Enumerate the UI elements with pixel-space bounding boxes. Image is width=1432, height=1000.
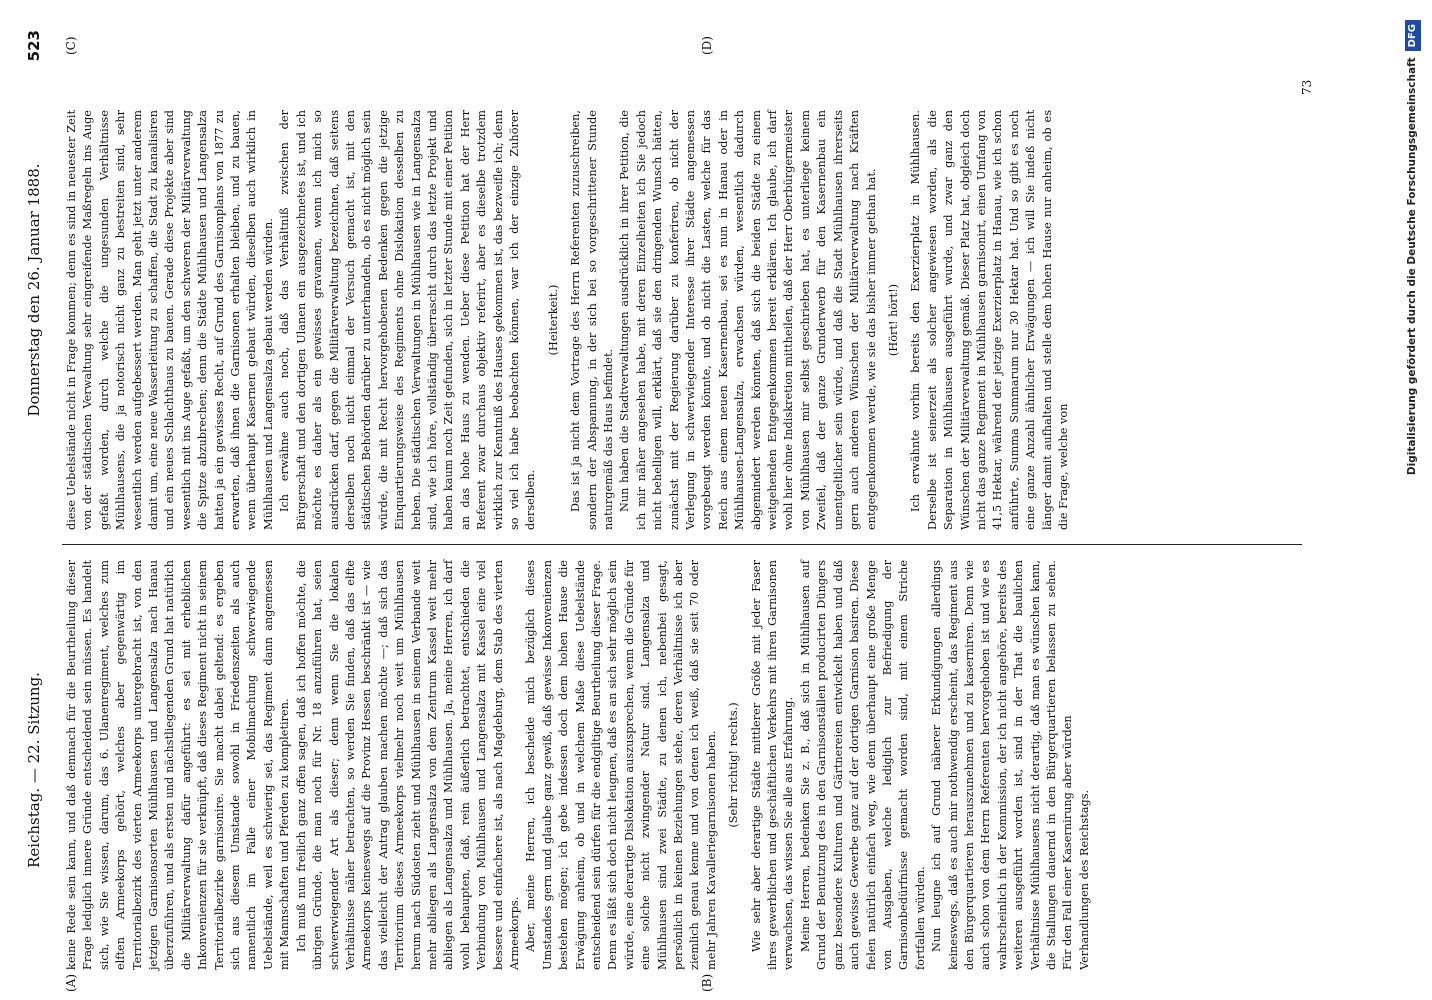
paragraph: Ich muß nun freilich ganz offen sagen, daß ich hoffen möchte, die übrigen Gründe, die man noch für Nr. 18 anzuführen hat, seien schwerwiegender Art als dieser; denn wenn Sie die lokalen Verhältnisse näher betrachten, so werden Sie finden, daß das elfte Armeekorps keineswegs auf die Provinz Hessen beschränkt ist — wie das vielleicht der Antrag glauben machen möchte —; daß sich das Territorium dieses Armeekorps vielmehr noch weit um Mühlhausen herum nach Südosten zieht und Mühlhausen in seinem Verbande weit mehr abliegen als Langensalza von dem Zentrum Kassel weit mehr abliegen als Langensalza und Mühlhausen. Ja, meine Herren, ich darf wohl behaupten, daß, rein äußerlich betrachtet, entschieden die Verbindung von Mühlhausen und Langensalza mit Kassel eine viel bessere und einfachere ist, als nach Magdeburg, dem Stab des vierten Armeekorps. (294, 560, 521, 970)
text-column-left (64, 560, 1093, 970)
digitization-credit (1400, 20, 1424, 980)
interjection: (Hört! hört!) (886, 283, 900, 357)
interjection: (Sehr richtig! rechts.) (727, 702, 741, 828)
paragraph: Ich erwähnte vorhin bereits den Exerzierplatz in Mühlhausen. Derselbe ist seinerzeit als solcher angewiesen worden, als die Separation in Mühlhausen ausgeführt wurde, und zwar ganz den Wünschen der Militärverwaltung gemäß. Dieser Platz hat, obgleich doch nicht das ganze Regiment in Mühlhausen garnisonirt, einen Umfang von 41,5 Hektar, während der jetzige Exerzierplatz in Hanau, wie ich schon anführte, Summa Summarum nur 30 Hektar hat. Und so gibt es noch eine ganze Anzahl ähnlicher Erwägungen — ich will Sie indeß nicht länger damit aufhalten und stelle dem hohen Hause nur anheim, ob es die Frage, welche von (909, 110, 1070, 530)
paragraph: diese Uebelstände nicht in Frage kommen; denn es sind in neuester Zeit von der städtischen Verwaltung sehr eingreifende Maßregeln ins Auge gefaßt worden, durch welche die ungesunden Verhältnisse Mühlhausens, die ja notorisch nicht ganz zu bestreiten sind, sehr wesentlich werden aufgebessert werden. Man geht jetzt unter anderem damit um, eine neue Wasserleitung zu schaffen, die Stadt zu kanalisiren und ein neues Schlachthaus zu bauen. Gerade diese Projekte aber sind wesentlich mit ins Auge gefaßt, um den schweren der Militärverwaltung die Spitze abzubrechen; denn die Städte Mühlhausen und Langensalza hatten ja ein gewisses Recht, auf Grund des Garnisonplans von 1877 zu erwarten, daß ihnen die Garnisonen erhalten bleiben, und zu bauen, wenn überhaupt Kasernen gebaut würden, dieselben auch wirklich in Mühlhausen und Langensalza gebaut werden würden. (65, 110, 275, 530)
running-head-right: Donnerstag den 26. Januar 1888. (25, 163, 43, 417)
margin-marker-b: (B) (700, 973, 714, 992)
paragraph: Nun haben die Stadtverwaltungen ausdrücklich in ihrer Petition, die ich mir näher angesehen habe, mit deren Einzelheiten ich Sie jedoch nicht behelligen will, erklärt, daß sie den dringenden Wunsch hätten, zunächst mit der Regierung darüber zu konferiren, ob nicht der Verlegung in schwerwiegender Interesse ihrer Städte angemessen vorgebeugt werden könnte, und ob nicht die Lasten, welche für das Reich aus einem neuen Kasernenbau, sei es nun in Hanau oder in Mühlhausen-Langensalza, erwachsen würden, wesentlich dadurch abgemindert werden könnten, daß sich die beiden Städte zu einem weitgehenden Entgegenkommen bereit erklären. Ich glaube, ich darf wohl hier ohne Indiskretion mittheilen, daß der Herr Oberbürgermeister von Mühlhausen mir selbst geschrieben hat, es unterliege keinem Zweifel, daß der ganze Grunderwerb für den Kasernenbau ein unentgeltlicher sein würde, und daß die Stadt Mühlhausen ihrerseits gern auch anderen Wünschen der Militärverwaltung nach Kräften entgegenkommen werde, wie sie das bisher immer gethan hat. (618, 110, 878, 530)
dfg-logo: DFG (1405, 20, 1421, 51)
margin-marker-c: (C) (64, 36, 78, 55)
paragraph: Aber, meine Herren, ich bescheide mich bezüglich dieses Umstandes gern und glaube ganz gewiß, daß gewisse Inkonvenienzen bestehen mögen; ich gebe indessen doch dem hohen Hause die Erwägung anheim, ob und in welchem Maße diese Uebelstände entscheidend sein dürfen für die endgiltige Beurtheilung dieser Frage. Denn es läßt sich doch nicht leugnen, daß es an sich sehr möglich sein würde, eine derartige Dislokation auszusprechen, wenn die Gründe für eine solche nicht zwingender Natur sind. Langensalza und Mühlhausen sind zwei Städte, zu denen ich, nebenbei gesagt, persönlich in keinen Beziehungen stehe, deren Verhältnisse ich aber ziemlich genau kenne und von denen ich weiß, daß sie seit 70 oder mehr Jahren Kavalleriegarnisonen haben. (524, 560, 718, 970)
margin-marker-a: (A) (64, 973, 78, 992)
paragraph: Das ist ja nicht dem Vortrage des Herrn Referenten zuzuschreiben, sondern der Abspannung, in der sich bei so vorgeschrittener Stunde naturgemäß das Haus befindet. (569, 110, 615, 530)
footer-note: Verhandlungen des Reichstags. (1077, 789, 1091, 970)
paragraph: Nun leugne ich auf Grund näherer Erkundigungen allerdings keineswegs, daß es auch mir nothwendig erscheint, das Regiment aus den Bürgerquartieren herauszunehmen und zu kaserniren. Denn wie auch schon von dem Herrn Referenten hervorgehoben ist und wie es wahrscheinlich in der Kommission, der ich nicht angehöre, bereits des weiteren ausgeführt worden ist, sind in der That die baulichen Verhältnisse Mühlhausens nicht derartig, daß man es wünschen kann, die Stallungen dauernd in den Bürgerquartieren belassen zu sehen. Für den Fall einer Kasernirung aber würden (930, 560, 1075, 970)
paragraph: keine Rede sein kann, und daß demnach für die Beurtheilung dieser Frage lediglich innere Gründe entscheidend sein müssen. Es handelt sich, wie Sie wissen, darum, das 6. Ulanenregiment, welches zum elften Armeekorps gehört, welches aber gegenwärtig im Territorialbezirk des vierten Armeekorps untergebracht ist, von den jetzigen Garnisonsorten Mühlhausen und Langensalza nach Hanau überzuführen, und als ersten und nächstliegenden Grund hat natürlich die Militärverwaltung dafür angeführt: es sei mit erheblichen Inkonvenienzen für sie verknüpft, daß dieses Regiment nicht in seinem Territorialbezirke garnisonire. Sie macht dabei geltend: es ergeben sich aus diesem Umstande sowohl in Friedenszeiten als auch namentlich im Falle einer Mobilmachung schwerwiegende Uebelstände, weil es schwierig sei, das Regiment dann angemessen mit Mannschaften und Pferden zu kompletiren. (65, 560, 292, 970)
paragraph: Meine Herren, bedenken Sie z. B., daß sich in Mühlhausen auf Grund der Benutzung des in den Garnisonställen producirten Düngers ganz besondere Kulturen und Gärtnereien entwickelt haben und daß auch gewisse Gewerbe ganz auf der dortigen Garnison basiren. Diese fielen natürlich einfach weg, wie denn überhaupt eine große Menge von Ausgaben, welche lediglich zur Befriedigung der Garnisonbedürfnisse gemacht worden sind, mit einem Striche fortfallen würden. (798, 560, 927, 970)
page-number: 523 (25, 30, 43, 62)
running-head (14, 30, 54, 970)
running-head-left: Reichstag. — 22. Sitzung. (25, 672, 43, 868)
margin-marker-d: (D) (700, 36, 714, 55)
text-column-right (64, 110, 1072, 530)
paragraph: Ich erwähne auch noch, daß das Verhältniß zwischen der Bürgerschaft und den dortigen Ulanen ein ausgezeichnetes ist, und ich möchte es daher als ein gewisses gravamen, wenn ich mich so ausdrücken darf, gegen die Militärverwaltung bezeichnen, daß seitens derselben noch nicht einmal der Versuch gemacht ist, mit den städtischen Behörden darüber zu unterhandeln, ob es nicht möglich sein würde, die mit Recht hervorgehobenen Bedenken gegen die jetzige Einquartierungsweise des Regiments ohne Dislokation desselben zu heben. Die städtischen Verwaltungen in Mühlhausen wie in Langensalza sind, wie ich höre, vollständig überrascht durch das letzte Projekt und haben kaum noch Zeit gefunden, sich in letzter Stunde mit einer Petition an das hohe Haus zu wenden. Ueber diese Petition hat der Herr Referent zwar durchaus objektiv referirt, aber es dieselbe trotzdem wirklich zur Kenntniß des Hauses gekommen ist, das bezweifle ich; denn so viel ich habe beobachten können, war ich der einzige Zuhörer derselben. (278, 110, 538, 530)
credit-text: Digitalisierung gefördert durch die Deutsche Forschungsgemeinschaft (1406, 57, 1418, 476)
paragraph: Wie sehr aber derartige Städte mittlerer Größe mit jeder Faser ihres gewerblichen und geschäftlichen Verkehrs mit ihren Garnisonen verwachsen, das wissen Sie alle aus Erfahrung. (749, 560, 796, 970)
interjection: (Heiterkeit.) (546, 284, 560, 356)
column-divider (62, 544, 1302, 545)
sheet-number: 73 (1300, 79, 1314, 95)
